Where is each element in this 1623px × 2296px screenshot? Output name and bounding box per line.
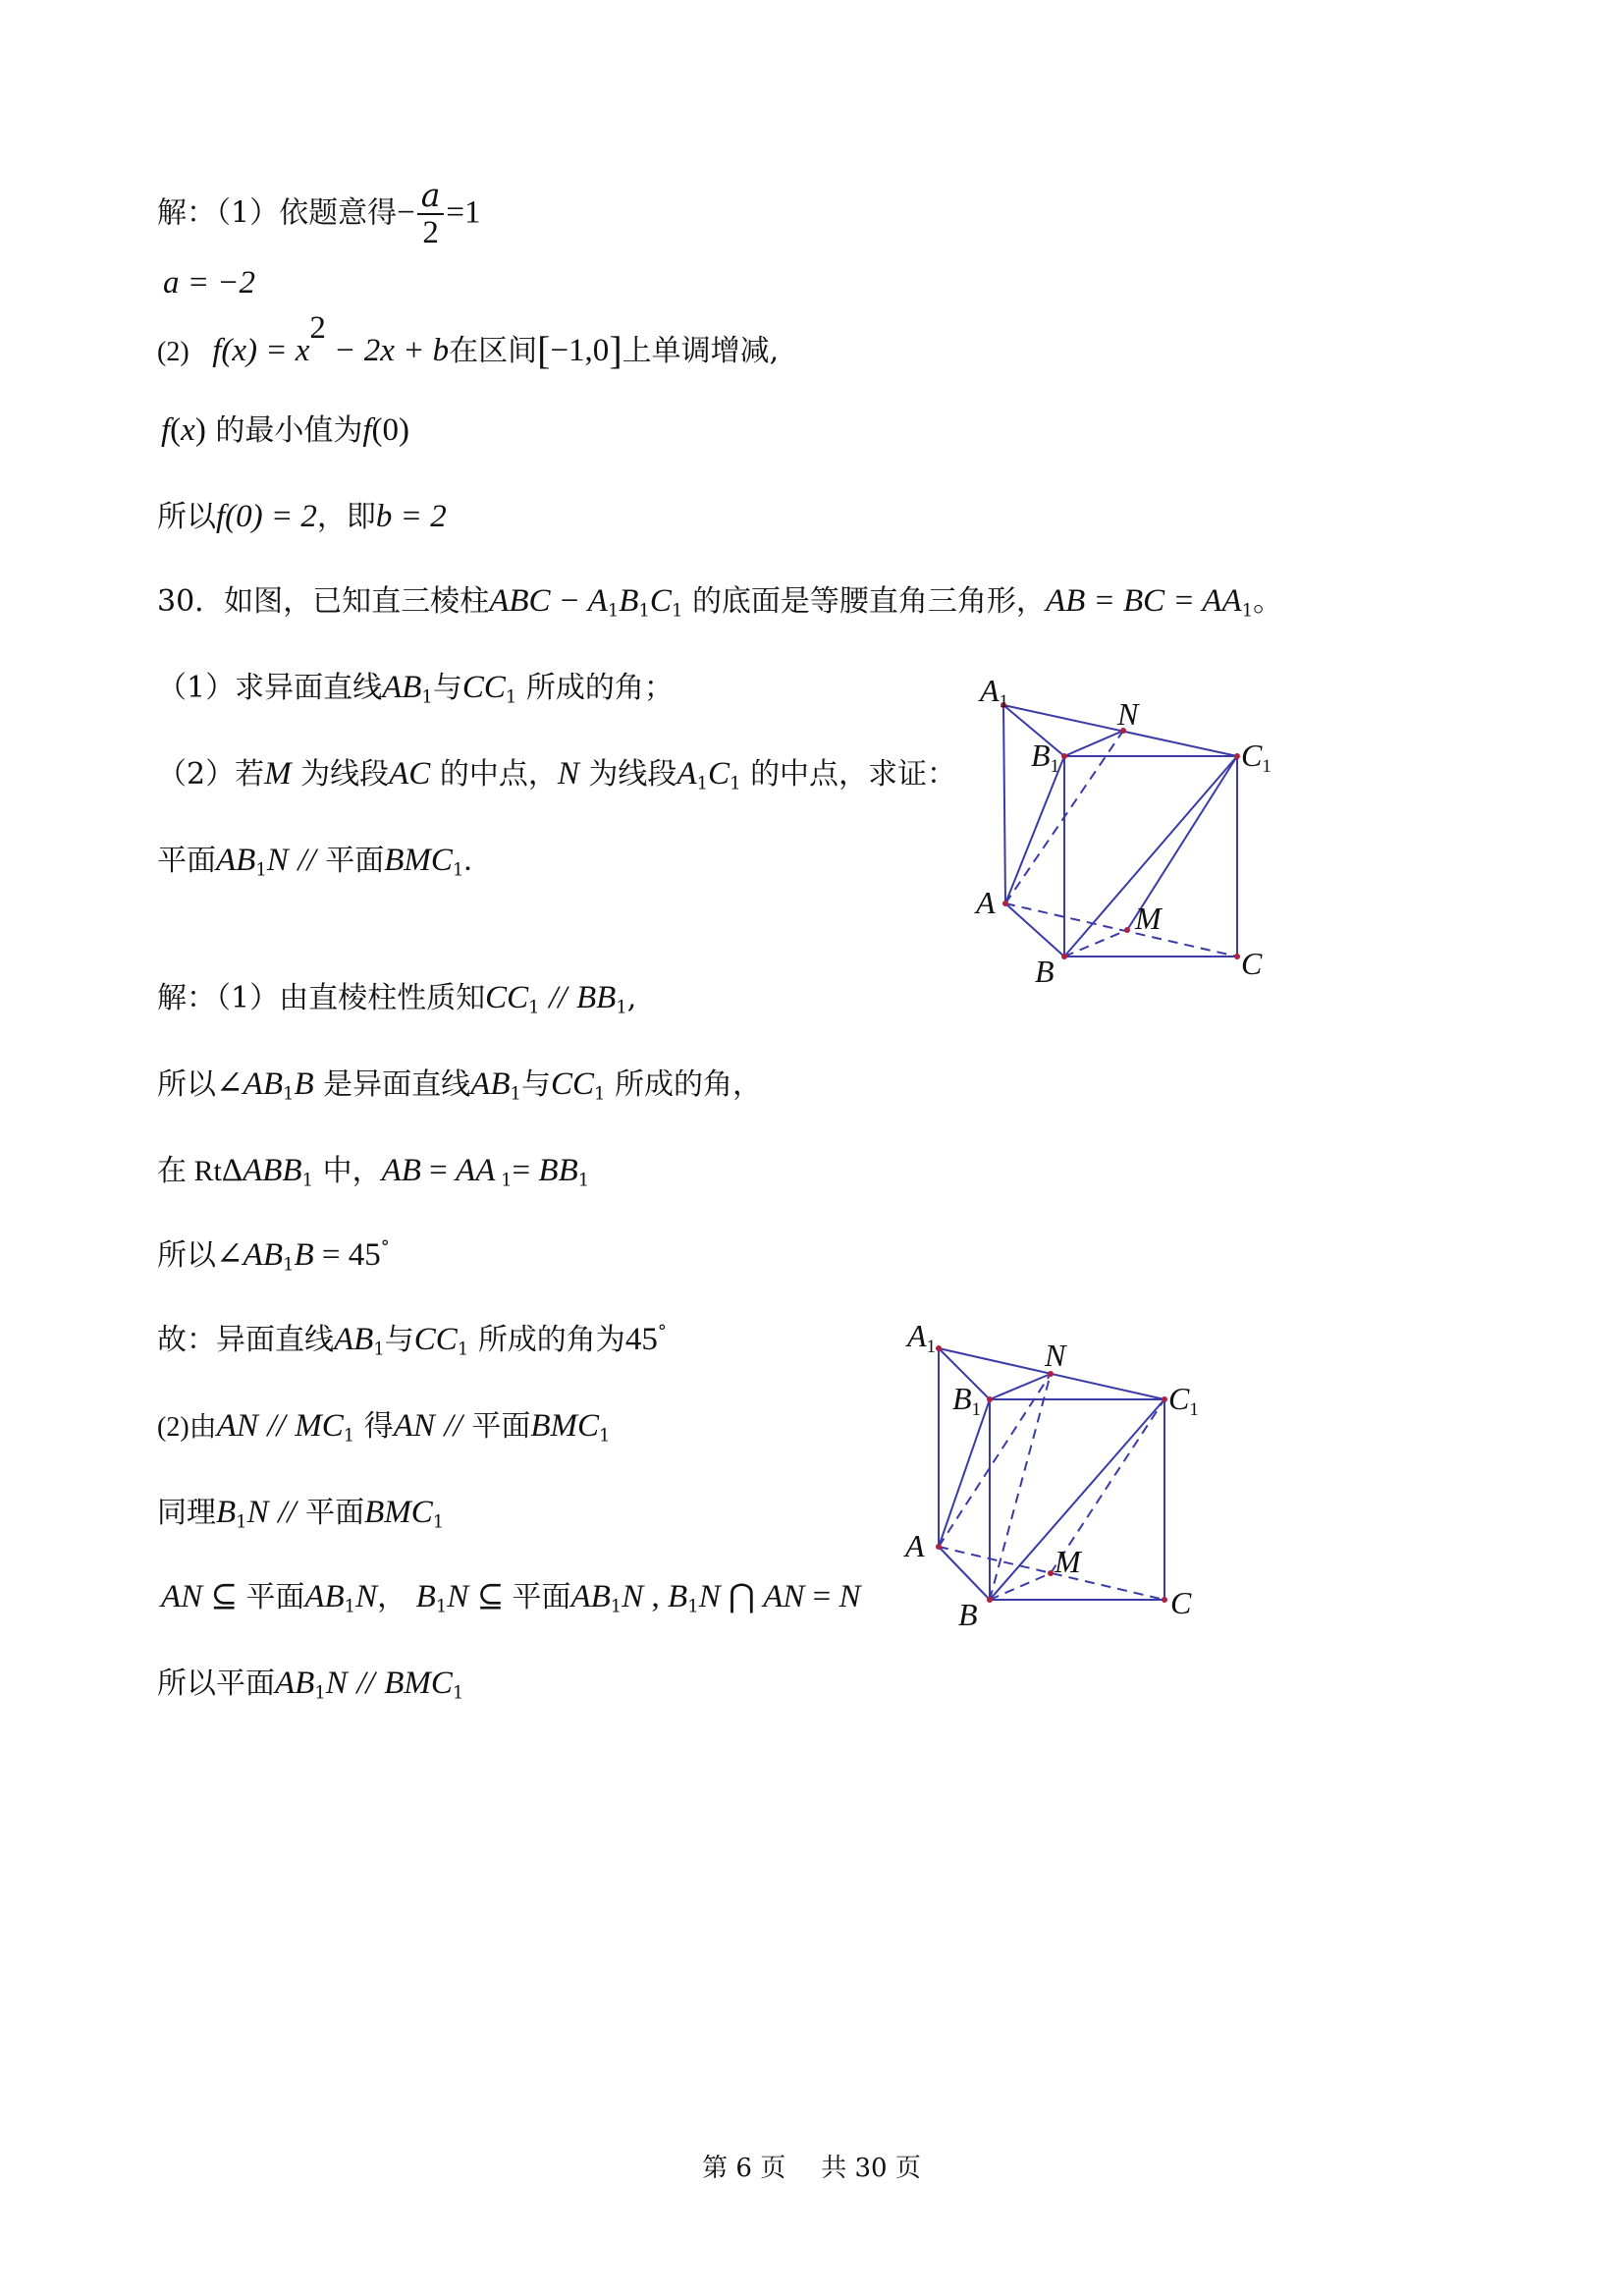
label-a1: A1 bbox=[907, 1318, 937, 1357]
sol30-s6-prefix: (2)由 bbox=[157, 1412, 217, 1443]
point-c bbox=[1234, 954, 1240, 959]
sol30-s3-mid: 中， bbox=[322, 1154, 382, 1188]
sol30-s6-plane: 平面 bbox=[471, 1409, 531, 1444]
q2-prefix: （2）若 bbox=[157, 757, 265, 792]
part2-interval: −1,0 bbox=[550, 333, 610, 369]
problem30-q2-claim: 平面$AB_1N$ // 平面$BMC_1$. bbox=[157, 843, 472, 881]
sol30-s7-plane: 平面 bbox=[305, 1496, 365, 1530]
sol30-s4-value: 45 bbox=[348, 1237, 381, 1273]
therefore-mid: ，即 bbox=[316, 500, 376, 534]
point-b1 bbox=[987, 1396, 993, 1402]
label-a: A bbox=[905, 1528, 925, 1563]
problem30-q2: （2）若M 为线段AC 的中点，N 为线段$A_1C_1$ 的中点，求证： bbox=[157, 756, 957, 794]
q2-suffix: 的中点，求证： bbox=[750, 757, 957, 792]
sol30-s4-prefix: 所以 bbox=[157, 1238, 216, 1273]
dash-b-m bbox=[1064, 930, 1127, 957]
label-m: M bbox=[1055, 1544, 1081, 1579]
edge-a1-a bbox=[1003, 705, 1005, 903]
point-b bbox=[987, 1597, 993, 1603]
label-a1: A1 bbox=[980, 673, 1009, 712]
q2-mid1: 的中点， bbox=[439, 757, 558, 792]
part2-text2: 上单调增减, bbox=[622, 334, 780, 369]
problem30-desc: 的底面是等腰直角三角形， bbox=[691, 584, 1046, 619]
edge-a-b bbox=[939, 1547, 990, 1600]
label-m: M bbox=[1135, 901, 1162, 936]
sol30-line8: AN ⊆ 平面$AB_1N$， $B_1N$ ⊆ 平面$AB_1N$ , $B_1N$ ⋂ AN = N bbox=[161, 1579, 861, 1617]
q2-n-desc: 为线段 bbox=[588, 757, 677, 792]
label-n: N bbox=[1117, 696, 1139, 732]
point-m bbox=[1124, 927, 1130, 933]
label-b: B bbox=[958, 1597, 978, 1632]
solution-1-result: a = −2 bbox=[163, 265, 256, 301]
page-total: 共 30 页 bbox=[821, 2154, 921, 2183]
equation-rhs: =1 bbox=[446, 194, 481, 231]
therefore-prefix: 所以 bbox=[157, 500, 216, 534]
problem30-eq: AB = BC = AA bbox=[1045, 583, 1242, 619]
therefore-b: b = 2 bbox=[375, 499, 447, 534]
sol30-line5: 故：异面直线$AB_1$与$CC_1$ 所成的角为45° bbox=[157, 1321, 667, 1360]
q2-parallel: // bbox=[298, 843, 316, 878]
sol30-line1: 解：（1）由直棱柱性质知$CC_1 // BB_1$, bbox=[157, 980, 637, 1018]
solution-1-prefix: 解：（1）依题意得 bbox=[157, 195, 398, 231]
problem30-number: 30．如图，已知直三棱柱 bbox=[157, 584, 490, 619]
sol30-s9-prefix: 所以平面 bbox=[157, 1667, 275, 1701]
solution-1-line: 解：（1）依题意得− $\frac{a}{2}$ =1 bbox=[157, 176, 481, 250]
part2-func-rest: − 2x + b bbox=[325, 333, 450, 369]
sol30-s5-value: 45 bbox=[624, 1322, 658, 1357]
page-number: 第 6 页 bbox=[702, 2154, 786, 2183]
point-b bbox=[1061, 954, 1067, 959]
sol30-line6: (2)由AN // $MC_1$ 得AN // 平面$BMC_1$ bbox=[157, 1408, 611, 1447]
prism-figure-1 bbox=[962, 668, 1296, 1002]
therefore-eq: f(0) = 2 bbox=[216, 499, 317, 534]
point-b1 bbox=[1061, 753, 1067, 759]
min-text: 的最小值为 bbox=[215, 413, 363, 448]
point-c1 bbox=[1234, 753, 1240, 759]
part2-label: (2) bbox=[157, 337, 189, 368]
q2-plane1: 平面 bbox=[157, 844, 216, 878]
sol30-line2: 所以$\angle AB_1B$ 是异面直线$AB_1$与$CC_1$ 所成的角， bbox=[157, 1066, 762, 1105]
fraction-denominator: 2 bbox=[422, 214, 439, 250]
sol30-line4: 所以$\angle AB_1B = 45^\circ$ bbox=[157, 1236, 390, 1276]
prism-name: ABC − A bbox=[489, 583, 608, 619]
label-a: A bbox=[976, 885, 996, 920]
sol30-s7-prefix: 同理 bbox=[157, 1496, 216, 1530]
sol30-s8-plane2: 平面 bbox=[512, 1580, 571, 1614]
sol30-s2-suffix: 所成的角， bbox=[614, 1067, 762, 1102]
label-c1: C1 bbox=[1241, 738, 1271, 777]
sol30-s1-prefix: 解：（1）由直棱柱性质知 bbox=[157, 981, 486, 1015]
min-value-line: f(x) 的最小值为f(0) bbox=[161, 412, 410, 448]
point-c1 bbox=[1162, 1396, 1167, 1402]
edge-a-b bbox=[1005, 903, 1064, 957]
dash-b-m bbox=[990, 1573, 1051, 1600]
sol30-s3-prefix: 在 Rt bbox=[157, 1155, 222, 1187]
point-a bbox=[936, 1544, 942, 1550]
sol30-s2-prefix: 所以 bbox=[157, 1067, 216, 1102]
q2-m-desc: 为线段 bbox=[300, 757, 390, 792]
point-m bbox=[1048, 1570, 1054, 1576]
label-b1: B1 bbox=[1031, 738, 1060, 777]
page-footer bbox=[0, 2148, 1623, 2184]
fraction bbox=[417, 176, 445, 250]
point-a bbox=[1002, 901, 1008, 906]
q1-suffix: 所成的角； bbox=[525, 671, 674, 705]
problem30-end: 。 bbox=[1253, 584, 1283, 619]
label-b1: B1 bbox=[952, 1381, 982, 1420]
label-c1: C1 bbox=[1168, 1381, 1199, 1420]
part2-func: f(x) = x bbox=[212, 333, 310, 369]
label-c: C bbox=[1241, 946, 1263, 981]
label-c: C bbox=[1170, 1585, 1192, 1620]
dash-a-c bbox=[1005, 903, 1237, 957]
label-b: B bbox=[1035, 954, 1055, 989]
sol30-s5-suffix: 所成的角为 bbox=[477, 1323, 625, 1357]
point-c bbox=[1162, 1597, 1167, 1603]
sol30-line3: 在 RtΔABB$_1$ 中，AB = AA $_1= BB_1$ bbox=[157, 1153, 590, 1191]
figure-2-lines bbox=[939, 1348, 1164, 1600]
problem30-stem: 30．如图，已知直三棱柱ABC − $A_1B_1C_1$ 的底面是等腰直角三角形，AB = BC = $AA_1$。 bbox=[157, 583, 1283, 622]
prism-figure-2 bbox=[893, 1311, 1227, 1635]
sol30-s8-plane: 平面 bbox=[245, 1580, 305, 1614]
q1-mid: 与 bbox=[432, 671, 462, 705]
q1-prefix: （1）求异面直线 bbox=[157, 671, 383, 705]
q2-plane2: 平面 bbox=[325, 844, 385, 878]
edge-a-b1 bbox=[939, 1399, 990, 1547]
fraction-numerator: a bbox=[417, 179, 445, 215]
sol30-s5-prefix: 故：异面直线 bbox=[157, 1323, 334, 1357]
sol30-line7: 同理$B_1N$ // 平面$BMC_1$ bbox=[157, 1495, 445, 1533]
part2-text1: 在区间 bbox=[449, 334, 538, 369]
sol30-line9: 所以平面$AB_1N // BMC_1$ bbox=[157, 1666, 464, 1704]
sol30-s6-mid: 得 bbox=[363, 1409, 394, 1444]
part2-line: (2) $f(x) = x^2 - 2x + b$在区间[−1,0]上单调增减, bbox=[157, 310, 780, 373]
sol30-s2-mid: 是异面直线 bbox=[323, 1067, 471, 1102]
therefore-line bbox=[157, 501, 447, 533]
label-n: N bbox=[1045, 1338, 1066, 1373]
problem30-q1: （1）求异面直线$AB_1$与$CC_1$ 所成的角； bbox=[157, 670, 674, 708]
point-a1 bbox=[936, 1345, 942, 1351]
edge-b1-n bbox=[1064, 731, 1123, 756]
sol30-s5-and: 与 bbox=[384, 1323, 414, 1357]
sol30-s2-and: 与 bbox=[520, 1067, 551, 1102]
